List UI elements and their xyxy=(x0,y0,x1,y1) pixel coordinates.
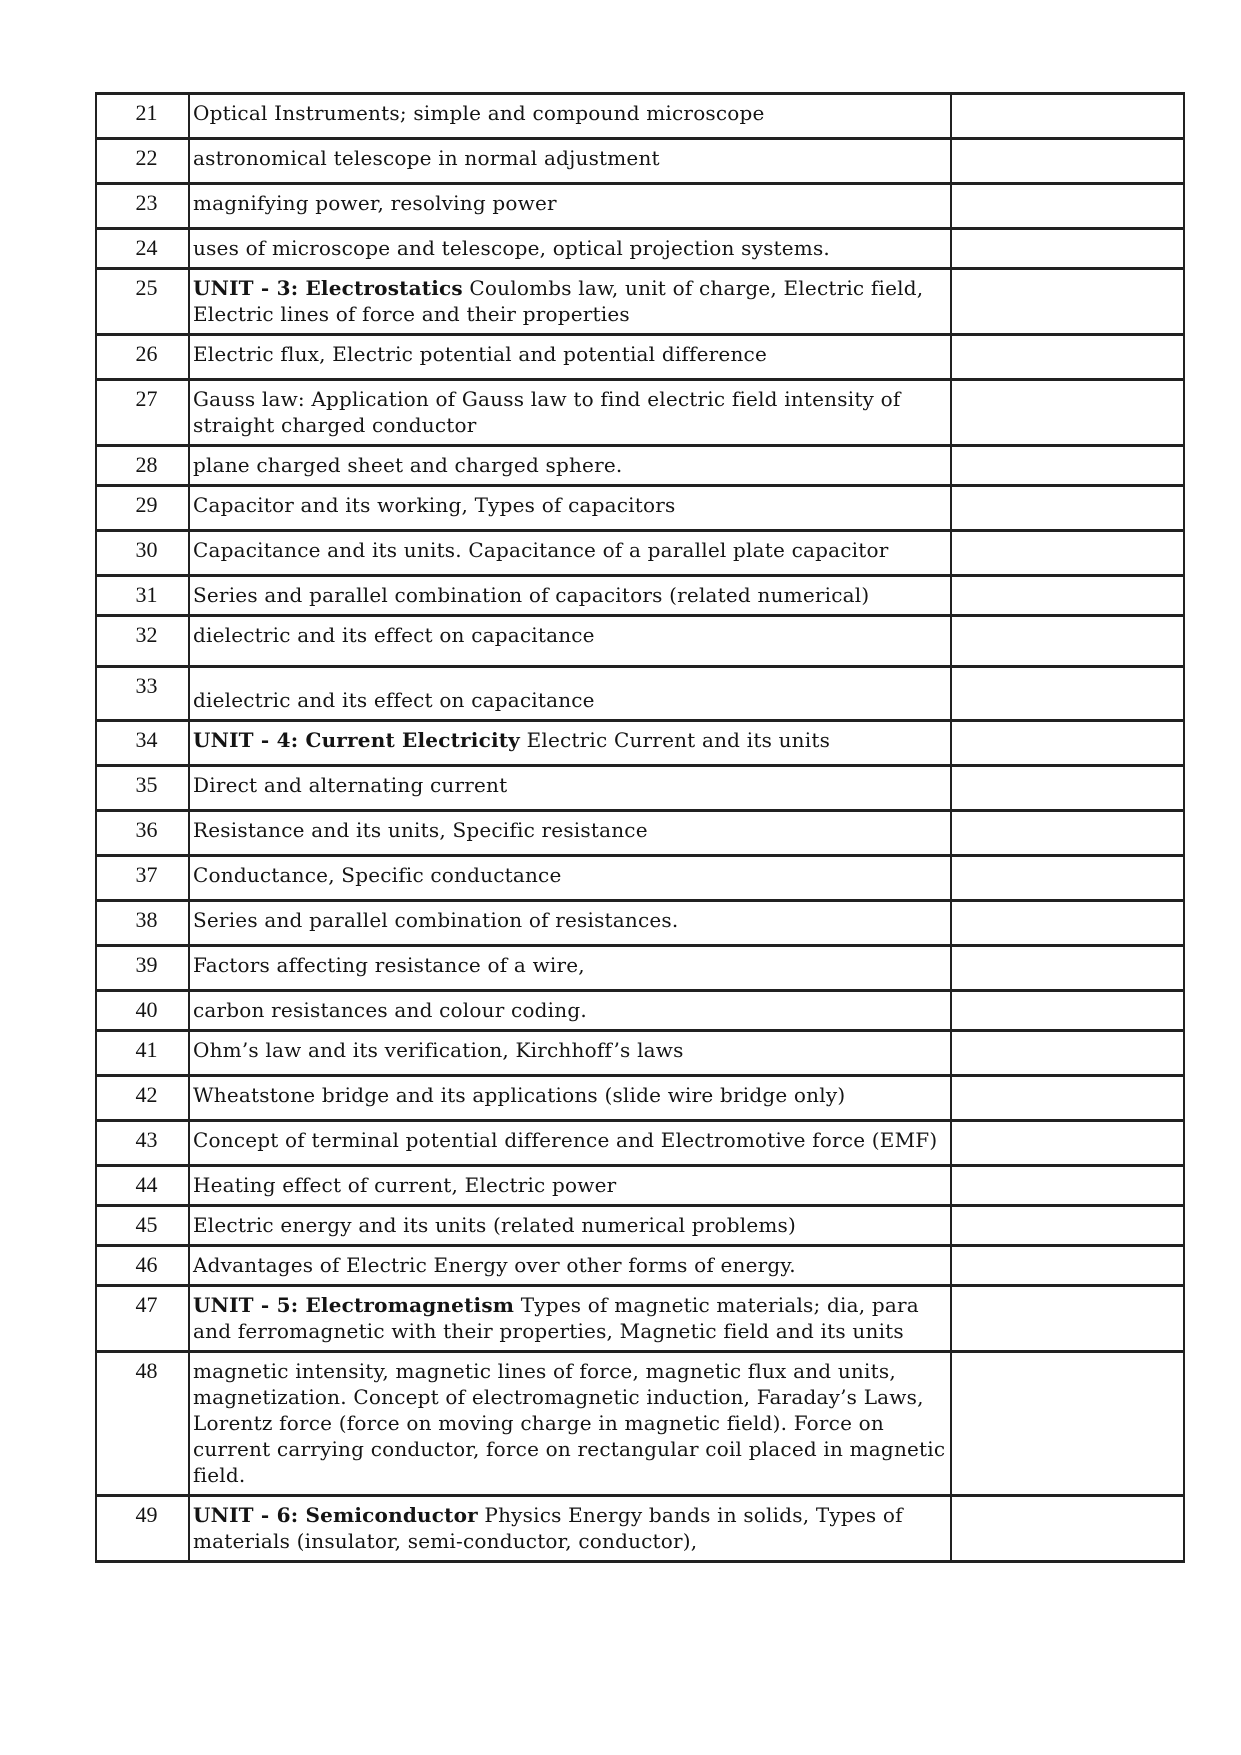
table-row xyxy=(96,1286,1184,1352)
topic-text: Electric flux, Electric potential and potential difference xyxy=(193,342,767,366)
topic-text: Factors affecting resistance of a wire, xyxy=(193,953,585,977)
row-number: 38 xyxy=(96,901,189,946)
row-topic xyxy=(189,380,951,446)
table-row xyxy=(96,380,1184,446)
row-number: 29 xyxy=(96,486,189,531)
topic-text: carbon resistances and colour coding. xyxy=(193,998,587,1022)
topic-text: Types of magnetic materials; dia, para and ferromagnetic with their properties, Magnetic field and its units xyxy=(193,1293,919,1343)
row-remarks-cell xyxy=(951,1166,1184,1206)
row-number: 48 xyxy=(96,1352,189,1496)
row-topic xyxy=(189,1352,951,1496)
table-row xyxy=(96,139,1184,184)
topic-text: plane charged sheet and charged sphere. xyxy=(193,453,623,477)
unit-title: UNIT - 4: Current Electricity xyxy=(193,728,521,752)
table-row xyxy=(96,229,1184,269)
row-remarks-cell xyxy=(951,446,1184,486)
row-remarks-cell xyxy=(951,335,1184,380)
syllabus-table xyxy=(95,92,1185,1563)
row-topic xyxy=(189,446,951,486)
row-number: 36 xyxy=(96,811,189,856)
row-number: 22 xyxy=(96,139,189,184)
topic-text: Concept of terminal potential difference and Electromotive force (EMF) xyxy=(193,1128,938,1152)
row-number: 21 xyxy=(96,94,189,139)
row-number: 37 xyxy=(96,856,189,901)
unit-title: UNIT - 5: Electromagnetism xyxy=(193,1293,515,1317)
row-number: 33 xyxy=(96,667,189,721)
row-number: 32 xyxy=(96,616,189,667)
table-row xyxy=(96,184,1184,229)
row-number: 34 xyxy=(96,721,189,766)
row-topic xyxy=(189,811,951,856)
table-row xyxy=(96,1352,1184,1496)
row-remarks-cell xyxy=(951,576,1184,616)
row-remarks-cell xyxy=(951,229,1184,269)
row-topic xyxy=(189,1286,951,1352)
topic-text: uses of microscope and telescope, optical projection systems. xyxy=(193,236,830,260)
row-topic xyxy=(189,269,951,335)
table-row xyxy=(96,446,1184,486)
table-row xyxy=(96,1166,1184,1206)
row-topic xyxy=(189,94,951,139)
row-topic xyxy=(189,1031,951,1076)
row-number: 41 xyxy=(96,1031,189,1076)
row-remarks-cell xyxy=(951,1206,1184,1246)
row-topic xyxy=(189,856,951,901)
topic-text: dielectric and its effect on capacitance xyxy=(193,623,595,647)
table-row xyxy=(96,616,1184,667)
row-topic xyxy=(189,616,951,667)
row-remarks-cell xyxy=(951,811,1184,856)
topic-text: Wheatstone bridge and its applications (slide wire bridge only) xyxy=(193,1083,846,1107)
topic-text: magnetic intensity, magnetic lines of force, magnetic flux and units, magnetization. Concept of electromagnetic induction, Faraday’s Laws, Lorentz force (force on moving charge in magnetic field). Force on current carrying conductor, force on rectangular coil placed in magnetic field. xyxy=(193,1359,946,1487)
row-number: 23 xyxy=(96,184,189,229)
topic-text: Capacitor and its working, Types of capacitors xyxy=(193,493,676,517)
row-number: 24 xyxy=(96,229,189,269)
row-topic xyxy=(189,721,951,766)
row-remarks-cell xyxy=(951,486,1184,531)
table-row xyxy=(96,486,1184,531)
row-topic xyxy=(189,531,951,576)
row-remarks-cell xyxy=(951,269,1184,335)
table-row xyxy=(96,1031,1184,1076)
row-number: 40 xyxy=(96,991,189,1031)
syllabus-table-body xyxy=(96,94,1184,1562)
row-remarks-cell xyxy=(951,380,1184,446)
table-row xyxy=(96,721,1184,766)
table-row xyxy=(96,335,1184,380)
row-topic xyxy=(189,1166,951,1206)
table-row xyxy=(96,901,1184,946)
topic-text: Coulombs law, unit of charge, Electric field, Electric lines of force and their properties xyxy=(193,276,924,326)
row-remarks-cell xyxy=(951,856,1184,901)
row-remarks-cell xyxy=(951,184,1184,229)
row-remarks-cell xyxy=(951,721,1184,766)
row-topic xyxy=(189,229,951,269)
row-number: 28 xyxy=(96,446,189,486)
row-topic xyxy=(189,1121,951,1166)
row-topic xyxy=(189,1076,951,1121)
topic-text: Electric energy and its units (related numerical problems) xyxy=(193,1213,797,1237)
table-row xyxy=(96,576,1184,616)
row-remarks-cell xyxy=(951,766,1184,811)
topic-text: astronomical telescope in normal adjustment xyxy=(193,146,660,170)
row-number: 46 xyxy=(96,1246,189,1286)
topic-text: Advantages of Electric Energy over other forms of energy. xyxy=(193,1253,796,1277)
row-number: 39 xyxy=(96,946,189,991)
row-remarks-cell xyxy=(951,991,1184,1031)
row-topic xyxy=(189,991,951,1031)
row-topic xyxy=(189,766,951,811)
topic-text: Electric Current and its units xyxy=(520,728,831,752)
row-number: 43 xyxy=(96,1121,189,1166)
row-number: 31 xyxy=(96,576,189,616)
table-row xyxy=(96,667,1184,721)
table-row xyxy=(96,94,1184,139)
row-remarks-cell xyxy=(951,1352,1184,1496)
row-remarks-cell xyxy=(951,1076,1184,1121)
topic-text: Physics Energy bands in solids, Types of materials (insulator, semi-conductor, conductor), xyxy=(193,1503,903,1553)
topic-text: dielectric and its effect on capacitance xyxy=(193,688,595,712)
row-number: 30 xyxy=(96,531,189,576)
row-remarks-cell xyxy=(951,94,1184,139)
row-topic xyxy=(189,335,951,380)
row-remarks-cell xyxy=(951,531,1184,576)
row-number: 35 xyxy=(96,766,189,811)
row-remarks-cell xyxy=(951,1286,1184,1352)
row-topic xyxy=(189,184,951,229)
table-row xyxy=(96,811,1184,856)
topic-text: Heating effect of current, Electric power xyxy=(193,1173,617,1197)
table-row xyxy=(96,766,1184,811)
row-remarks-cell xyxy=(951,1496,1184,1562)
table-row xyxy=(96,531,1184,576)
row-topic xyxy=(189,667,951,721)
table-row xyxy=(96,1496,1184,1562)
row-number: 42 xyxy=(96,1076,189,1121)
table-row xyxy=(96,269,1184,335)
row-topic xyxy=(189,1246,951,1286)
row-topic xyxy=(189,1496,951,1562)
topic-text: Direct and alternating current xyxy=(193,773,508,797)
row-number: 44 xyxy=(96,1166,189,1206)
topic-text: Conductance, Specific conductance xyxy=(193,863,562,887)
table-row xyxy=(96,1121,1184,1166)
row-number: 26 xyxy=(96,335,189,380)
row-number: 45 xyxy=(96,1206,189,1246)
row-number: 47 xyxy=(96,1286,189,1352)
row-topic xyxy=(189,946,951,991)
unit-title: UNIT - 3: Electrostatics xyxy=(193,276,463,300)
topic-text: Gauss law: Application of Gauss law to find electric field intensity of straight charged conductor xyxy=(193,387,901,437)
row-remarks-cell xyxy=(951,946,1184,991)
row-topic xyxy=(189,486,951,531)
row-remarks-cell xyxy=(951,667,1184,721)
topic-text: Optical Instruments; simple and compound microscope xyxy=(193,101,765,125)
topic-text: Resistance and its units, Specific resistance xyxy=(193,818,648,842)
topic-text: magnifying power, resolving power xyxy=(193,191,557,215)
row-number: 25 xyxy=(96,269,189,335)
topic-text: Ohm’s law and its verification, Kirchhoff’s laws xyxy=(193,1038,684,1062)
row-number: 27 xyxy=(96,380,189,446)
row-topic xyxy=(189,139,951,184)
table-row xyxy=(96,991,1184,1031)
row-remarks-cell xyxy=(951,616,1184,667)
row-topic xyxy=(189,1206,951,1246)
topic-text: Series and parallel combination of resistances. xyxy=(193,908,679,932)
row-topic xyxy=(189,901,951,946)
table-row xyxy=(96,856,1184,901)
topic-text: Capacitance and its units. Capacitance of a parallel plate capacitor xyxy=(193,538,889,562)
table-row xyxy=(96,1246,1184,1286)
unit-title: UNIT - 6: Semiconductor xyxy=(193,1503,478,1527)
row-remarks-cell xyxy=(951,1246,1184,1286)
table-row xyxy=(96,1206,1184,1246)
row-remarks-cell xyxy=(951,139,1184,184)
row-topic xyxy=(189,576,951,616)
row-remarks-cell xyxy=(951,901,1184,946)
topic-text: Series and parallel combination of capacitors (related numerical) xyxy=(193,583,870,607)
table-row xyxy=(96,1076,1184,1121)
row-remarks-cell xyxy=(951,1031,1184,1076)
table-row xyxy=(96,946,1184,991)
row-number: 49 xyxy=(96,1496,189,1562)
row-remarks-cell xyxy=(951,1121,1184,1166)
